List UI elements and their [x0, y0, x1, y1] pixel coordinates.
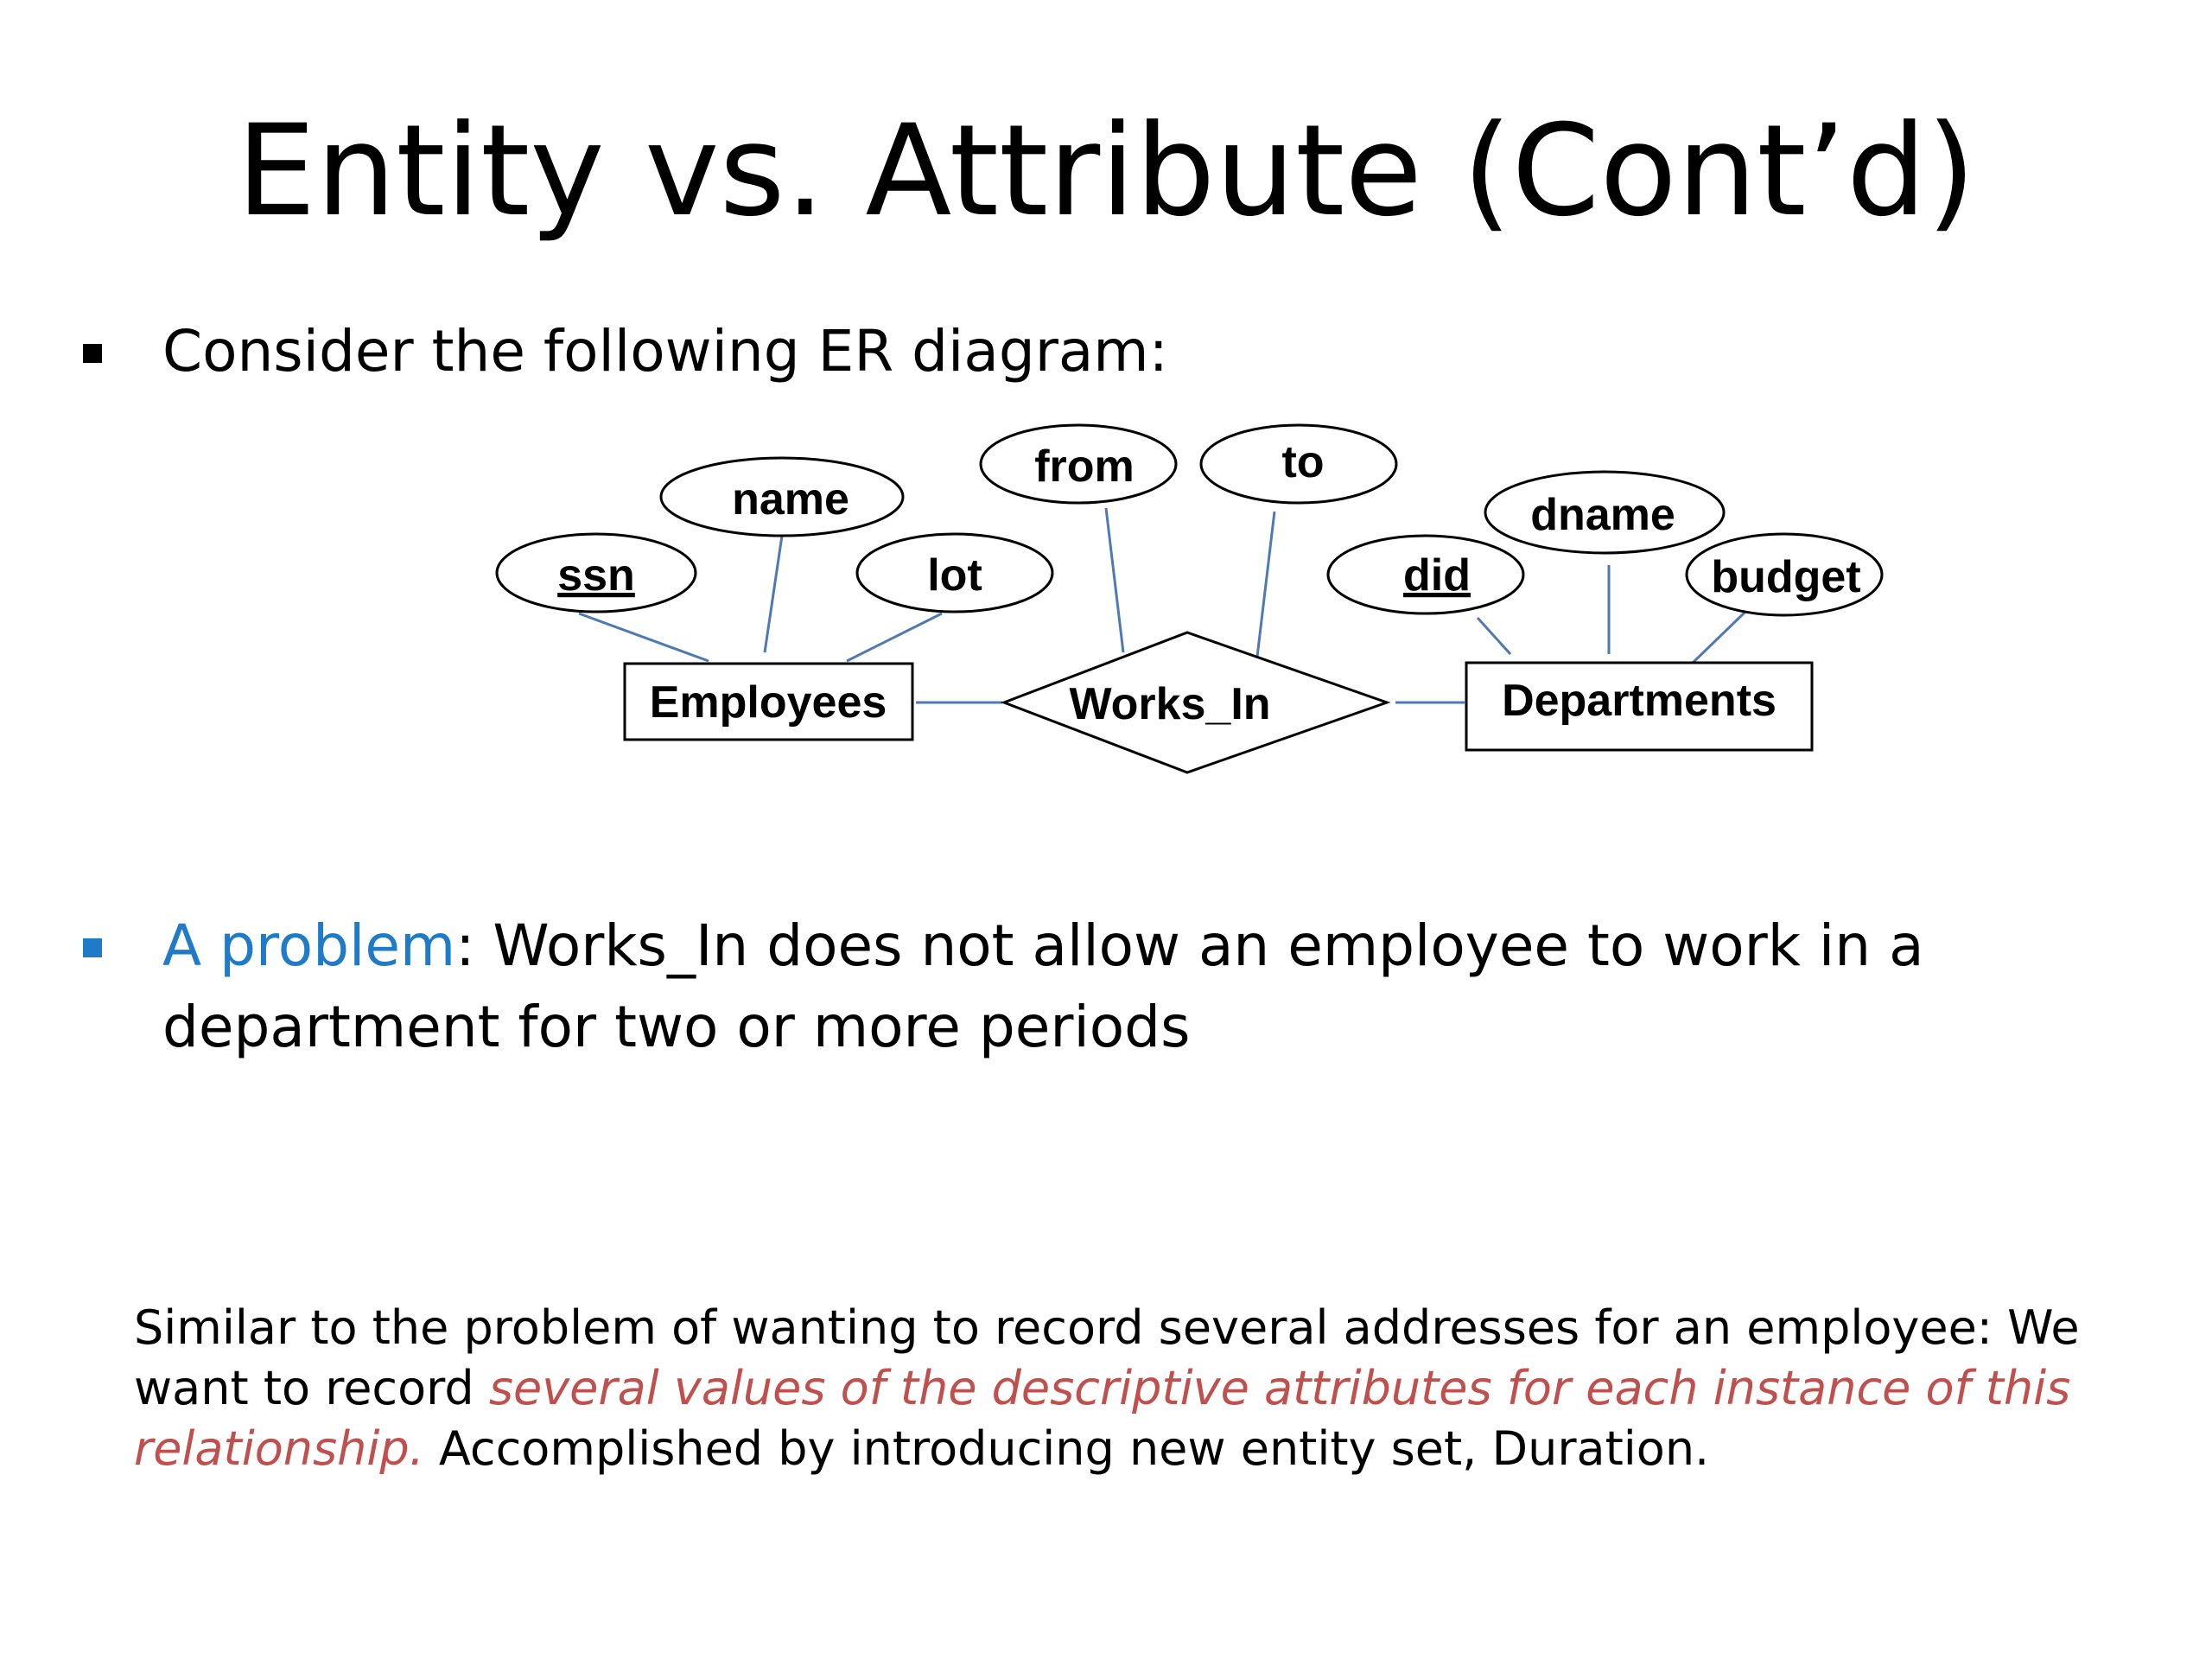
attr-ssn-label: ssn	[557, 550, 635, 601]
line-to-worksin	[1257, 512, 1274, 657]
square-bullet-icon	[83, 344, 102, 363]
line-did-departments	[1478, 618, 1510, 654]
bullet-problem-text	[162, 906, 2089, 1068]
problem-highlight: A problem	[162, 912, 456, 979]
attr-from-label: from	[1034, 442, 1135, 492]
problem-description: : Works_In does not allow an employee to work in a department for two or more periods	[162, 912, 1924, 1060]
attr-did-label: did	[1403, 550, 1471, 601]
attr-dname-label: dname	[1530, 490, 1675, 540]
line-name-employees	[765, 536, 782, 652]
square-bullet-icon	[83, 938, 102, 957]
attr-lot-label: lot	[927, 550, 982, 601]
note-emphasis: several values of the descriptive attributes for each instance of this relationship.	[134, 1361, 2071, 1476]
note-part2: Accomplished by introducing new entity set, Duration.	[423, 1421, 1710, 1476]
bullet-consider-text: Consider the following ER diagram:	[162, 318, 1168, 385]
line-lot-employees	[847, 613, 942, 661]
entity-departments-label: Departments	[1502, 676, 1777, 726]
relationship-worksin-label: Works_In	[1069, 679, 1271, 729]
note-part1: Similar to the problem of wanting to record several addresses for an employee: We want to record	[134, 1300, 2080, 1415]
line-from-worksin	[1106, 508, 1123, 652]
slide-title: Entity vs. Attribute (Cont’d)	[236, 98, 1976, 245]
er-diagram-svg	[467, 406, 1936, 786]
entity-employees-label: Employees	[649, 677, 887, 728]
line-budget-departments	[1692, 612, 1745, 664]
attr-budget-label: budget	[1711, 552, 1861, 602]
attr-to-label: to	[1281, 437, 1325, 487]
attr-name-label: name	[732, 474, 849, 524]
er-diagram	[467, 406, 1936, 786]
explanation-note	[134, 1298, 2121, 1479]
line-ssn-employees	[579, 613, 709, 661]
